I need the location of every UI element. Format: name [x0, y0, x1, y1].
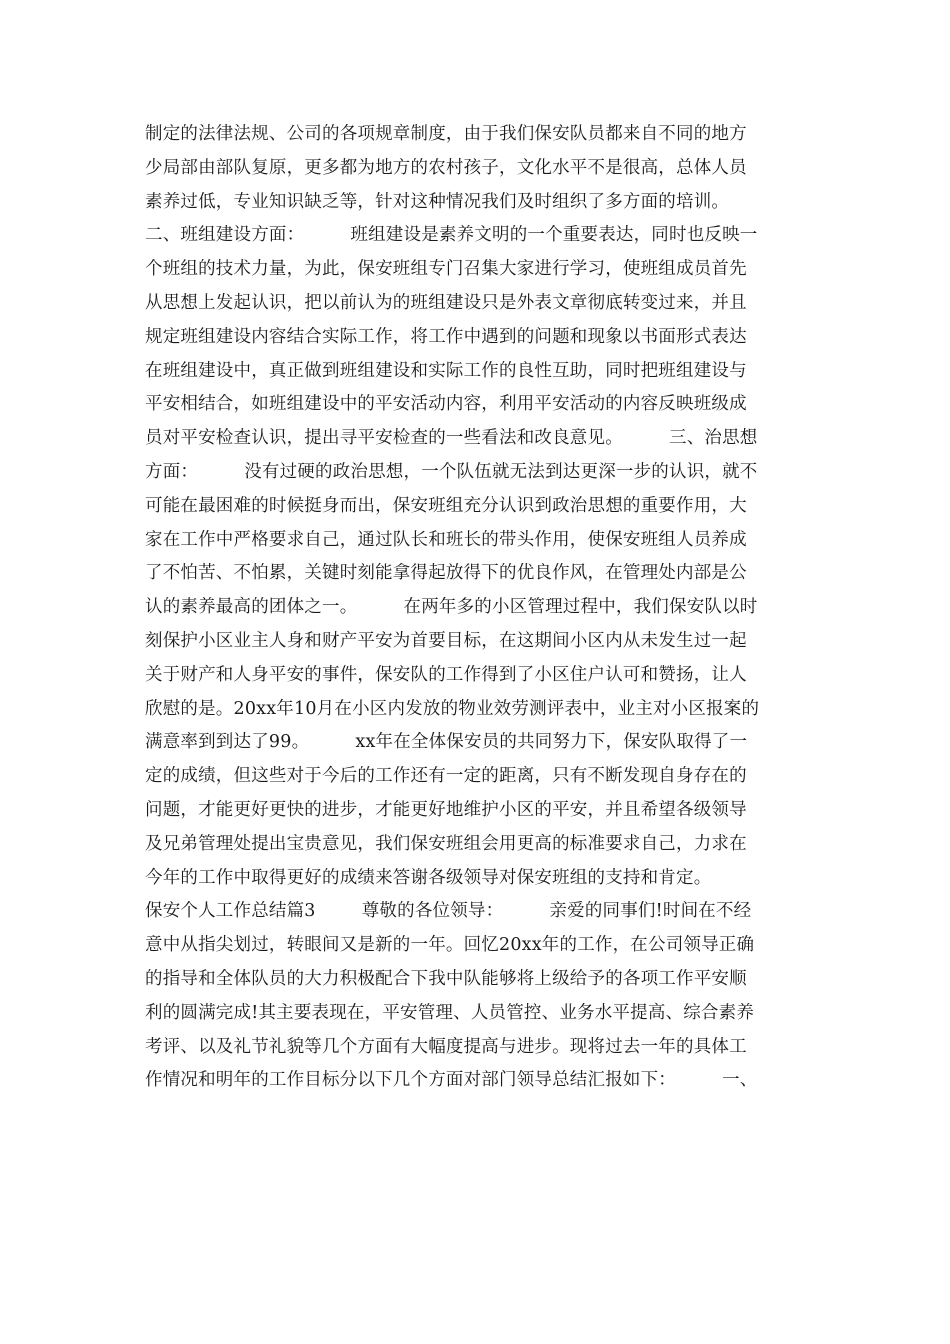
- text-line: 规定班组建设内容结合实际工作，将工作中遇到的问题和现象以书面形式表达: [145, 326, 747, 347]
- text-line: 关于财产和人身平安的事件，保安队的工作得到了小区住户认可和赞扬，让人: [145, 664, 747, 685]
- text-line: 考评、以及礼节礼貌等几个方面有大幅度提高与进步。现将过去一年的具体工: [145, 1036, 747, 1057]
- text-line: 方面： 没有过硬的政治思想，一个队伍就无法到达更深一步的认识，就不: [145, 461, 758, 482]
- text-line: 满意率到到达了99。 xx年在全体保安员的共同努力下，保安队取得了一: [145, 732, 748, 753]
- text-line: 在班组建设中，真正做到班组建设和实际工作的良性互助，同时把班组建设与: [145, 360, 747, 381]
- text-line: 素养过低，专业知识缺乏等，针对这种情况我们及时组织了多方面的培训。: [145, 191, 730, 212]
- text-line: 刻保护小区业主人身和财产平安为首要目标，在这期间小区内从未发生过一起: [145, 630, 747, 651]
- text-line: 平安相结合，如班组建设中的平安活动内容，利用平安活动的内容反映班级成: [145, 394, 747, 415]
- text-line: 少局部由部队复原，更多都为地方的农村孩子，文化水平不是很高，总体人员: [145, 157, 747, 178]
- text-line: 作情况和明年的工作目标分以下几个方面对部门领导总结汇报如下： 一、: [145, 1070, 758, 1091]
- text-line: 员对平安检查认识，提出寻平安检查的一些看法和改良意见。 三、治思想: [145, 428, 758, 449]
- text-line: 欣慰的是。20xx年10月在小区内发放的物业效劳测评表中，业主对小区报案的: [145, 698, 760, 719]
- text-line: 认的素养最高的团体之一。 在两年多的小区管理过程中，我们保安队以时: [145, 597, 758, 618]
- text-line: 利的圆满完成!其主要表现在，平安管理、人员管控、业务水平提高、综合素养: [145, 1002, 755, 1023]
- text-line: 的指导和全体队员的大力积极配合下我中队能够将上级给予的各项工作平安顺: [145, 968, 747, 989]
- document-body: [145, 118, 810, 1098]
- text-line: 从思想上发起认识，把以前认为的班组建设只是外表文章彻底转变过来，并且: [145, 292, 747, 313]
- text-line: 了不怕苦、不怕累，关键时刻能拿得起放得下的优良作风，在管理处内部是公: [145, 563, 747, 584]
- text-line: 意中从指尖划过，转眼间又是新的一年。回忆20xx年的工作，在公司领导正确: [145, 935, 755, 956]
- text-line: 问题，才能更好更快的进步，才能更好地维护小区的平安，并且希望各级领导: [145, 799, 747, 820]
- text-line: 制定的法律法规、公司的各项规章制度，由于我们保安队员都来自不同的地方: [145, 124, 747, 144]
- text-line: 及兄弟管理处提出宝贵意见，我们保安班组会用更高的标准要求自己，力求在: [145, 833, 747, 854]
- text-line: 个班组的技术力量，为此，保安班组专门召集大家进行学习，使班组成员首先: [145, 259, 747, 280]
- text-line: 今年的工作中取得更好的成绩来答谢各级领导对保安班组的支持和肯定。: [145, 867, 712, 888]
- text-line: 定的成绩，但这些对于今后的工作还有一定的距离，只有不断发现自身存在的: [145, 766, 747, 787]
- text-line: 二、班组建设方面： 班组建设是素养文明的一个重要表达，同时也反映一: [145, 225, 758, 246]
- text-line: 家在工作中严格要求自己，通过队长和班长的带头作用，使保安班组人员养成: [145, 529, 747, 550]
- text-line: 保安个人工作总结篇3 尊敬的各位领导： 亲爱的同事们!时间在不经: [145, 901, 752, 922]
- text-line: 可能在最困难的时候挺身而出，保安班组充分认识到政治思想的重要作用，大: [145, 495, 747, 516]
